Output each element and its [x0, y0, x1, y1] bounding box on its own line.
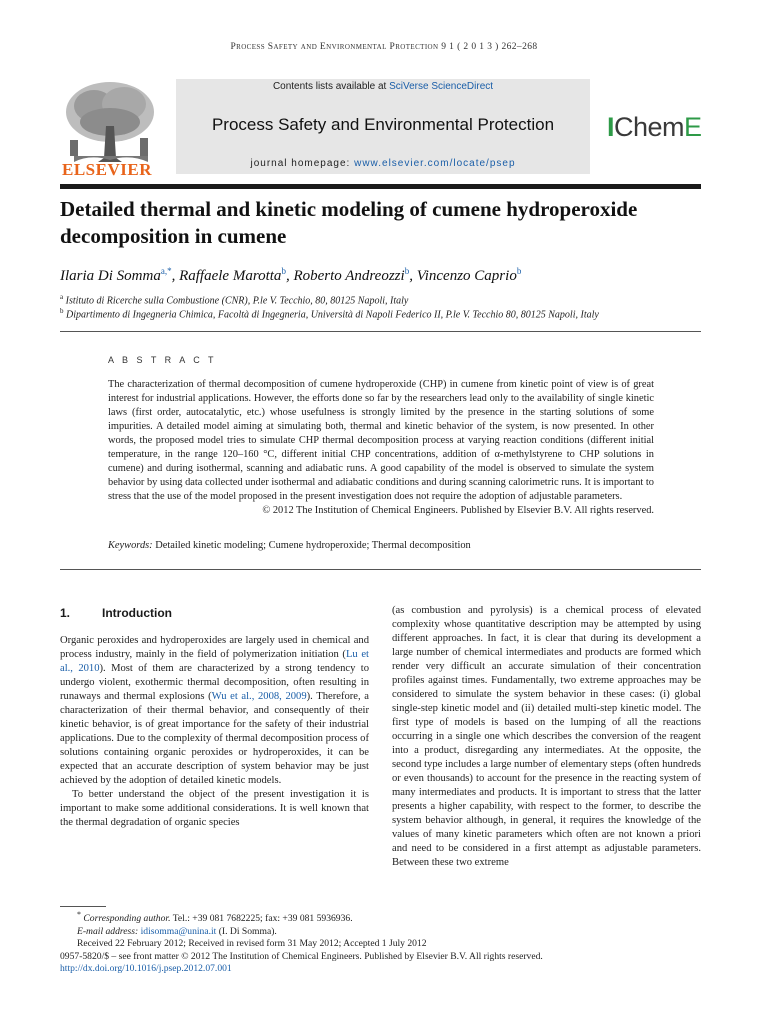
paragraph: (as combustion and pyrolysis) is a chemical process of elevated complexity whose quantitative description may be attempted by using different approaches. In fact, it is clear that during its development a large number of chemical intermediates and products are formed which render very difficult an accurate simulation of their concentration profiles against times. Fundamentally, two extreme approaches may be considered to simulate the system behavior in these cases: (i) global single-step kinetic model and (ii) detailed multi-step kinetic model. The first type of models is based on the lumping of all the reactions occurring in a single one which describes the conversion of the reagent into a product, disregarding any intermediates. At the opposite, the second type includes a large number of elementary steps (often hundreds or even thousands) to account for the presence in the reacting system of many intermediates and products. It is important to stress that the latter presents a higher capability, with respect to the former, to describe the system behavior although, in general, it requires the knowledge of the values of many kinetic parameters which often are not known a priori and need to be considered in a first attempt as adjustable parameters. Between these two extreme [392, 605, 701, 868]
contents-line [176, 81, 590, 92]
affiliation-mark: b [60, 307, 64, 315]
footnote-rule [60, 906, 106, 907]
front-matter-note: 0957-5820/$ – see front matter © 2012 The Institution of Chemical Engineers. Published by Elsevier B.V. All rights reserved. [60, 950, 543, 962]
author-name: Roberto Andreozzi [293, 268, 405, 284]
homepage-prefix: journal homepage: [250, 158, 355, 169]
email-suffix: (I. Di Somma). [216, 925, 277, 937]
journal-homepage [176, 158, 590, 169]
keywords-label: Keywords: [108, 540, 153, 551]
section-number: 1. [60, 606, 71, 620]
paragraph: Organic peroxides and hydroperoxides are largely used in chemical and process industry, mainly in the field of polymerization initiation (Lu et al., 2010). Most of them are characterized by a strong tendency to undergo violent, exothermic thermal decomposition, often resulting in runaways and thermal explosions (Wu et al., 2008, 2009). Therefore, a characterization of their thermal behavior, and consequently of their kinetic behavior, is of great importance for the safety of their industrial applications. Due to the complexity of thermal decomposition process of solutions containing organic peroxides or hydroperoxides, it can be expected that an accurate description of system behavior may be just achieved by the adoption of detailed kinetic models. [60, 635, 370, 786]
sciencedirect-link[interactable]: SciVerse ScienceDirect [389, 81, 494, 92]
paragraph: To better understand the object of the present investigation it is important to make some additional considerations. It is well known that the thermal degradation of organic species [60, 789, 369, 828]
abstract-copyright: © 2012 The Institution of Chemical Engineers. Published by Elsevier B.V. All rights reserved. [262, 505, 654, 516]
keywords [108, 540, 668, 551]
article-title: Detailed thermal and kinetic modeling of cumene hydroperoxide decomposition in cumene [60, 197, 638, 248]
author-name: Ilaria Di Somma [60, 268, 161, 284]
ichem-logo-i: I [607, 112, 615, 142]
abstract-heading: A B S T R A C T [108, 355, 217, 365]
header-rule [60, 184, 701, 189]
citation-link[interactable]: Lu et al., 2010 [60, 649, 370, 674]
abstract-text [108, 378, 654, 518]
abstract-paragraph: The characterization of thermal decomposition of cumene hydroperoxide (CHP) in cumene from kinetic point of view is of great interest for industrial applications. However, the efforts done so far by the researchers lead only to the availability of single kinetic laws (first order, autocatalytic, etc.) whose usefulness is strongly limited by the presence in the starting solutions of some impurities. A detailed model aiming at simulating both, thermal and kinetic behavior of the system, is now presented. In other words, the proposed model tries to simulate CHP thermal decomposition process at varying reaction conditions (different initial temperature, in the range 120–160 °C, different initial CHP concentrations, addition of α-methylstyrene to CHP solutions in cumene) and during isothermal, scanning and adiabatic runs. A good capability of the model is observed to simulate the system behavior by using data collected under isothermal and adiabatic conditions and during scanning calorimetric runs. It is important to stress that the use of the model proposed in the present investigation does not require the adoption of adjustable parameters. [108, 379, 654, 502]
corresponding-label: Corresponding author. [83, 913, 171, 925]
keywords-text: Detailed kinetic modeling; Cumene hydroperoxide; Thermal decomposition [155, 540, 471, 551]
author-name: Vincenzo Caprio [416, 268, 517, 284]
divider [60, 569, 701, 570]
author-name: Raffaele Marotta [179, 268, 282, 284]
corresponding-contact: Tel.: +39 081 7682225; fax: +39 081 5936936. [170, 913, 353, 925]
author-list: Ilaria Di Somma$^{a,*}$, Raffaele Marotta$^b$, Roberto Andreozzi$^b$, Vincenzo Caprio$^b$ [60, 266, 522, 284]
ichem-logo-chem: Chem [614, 112, 685, 142]
affiliation [60, 307, 700, 320]
running-head: Process Safety and Environmental Protection 9 1 ( 2 0 1 3 ) 262–268 [230, 42, 538, 52]
corresponding-author-note [60, 909, 700, 926]
ichem-logo-e: E [684, 112, 702, 142]
email-label: E-mail address: [77, 925, 141, 937]
section-title: Introduction [102, 606, 172, 620]
divider [60, 331, 701, 332]
author-affil-mark[interactable]: b [404, 266, 410, 276]
author-affil-mark[interactable]: b [281, 266, 286, 276]
citation-link[interactable]: Wu et al., 2008, 2009 [211, 691, 307, 702]
corresponding-mark: * [77, 910, 81, 919]
journal-name: Process Safety and Environmental Protection [211, 115, 555, 134]
author-affil-mark[interactable]: b [516, 266, 522, 276]
body-column-left [60, 634, 369, 830]
homepage-link[interactable]: www.elsevier.com/locate/psep [354, 158, 516, 169]
publisher-wordmark: ELSEVIER [62, 160, 152, 179]
received-dates: Received 22 February 2012; Received in revised form 31 May 2012; Accepted 1 July 2012 [77, 938, 427, 950]
affiliation-mark: a [60, 293, 64, 301]
author-affil-mark[interactable]: a,* [160, 266, 172, 276]
affiliation-text: Istituto di Ricerche sulla Combustione (CNR), P.le V. Tecchio, 80, 80125 Napoli, Italy [65, 295, 409, 307]
section-heading [60, 606, 172, 620]
affiliation [60, 293, 700, 306]
doi-link[interactable]: http://dx.doi.org/10.1016/j.psep.2012.07.001 [60, 963, 232, 975]
body-column-right [392, 604, 701, 870]
footnotes [60, 909, 700, 976]
contents-prefix: Contents lists available at [272, 81, 390, 92]
affiliation-text: Dipartimento di Ingegneria Chimica, Facoltà di Ingegneria, Università di Napoli Federico II, P.le V. Tecchio 80, 80125 Napoli, Italy [66, 309, 599, 321]
email-note [60, 926, 700, 939]
ichem-logo [607, 112, 702, 143]
email-link[interactable]: idisomma@unina.it [140, 925, 217, 937]
